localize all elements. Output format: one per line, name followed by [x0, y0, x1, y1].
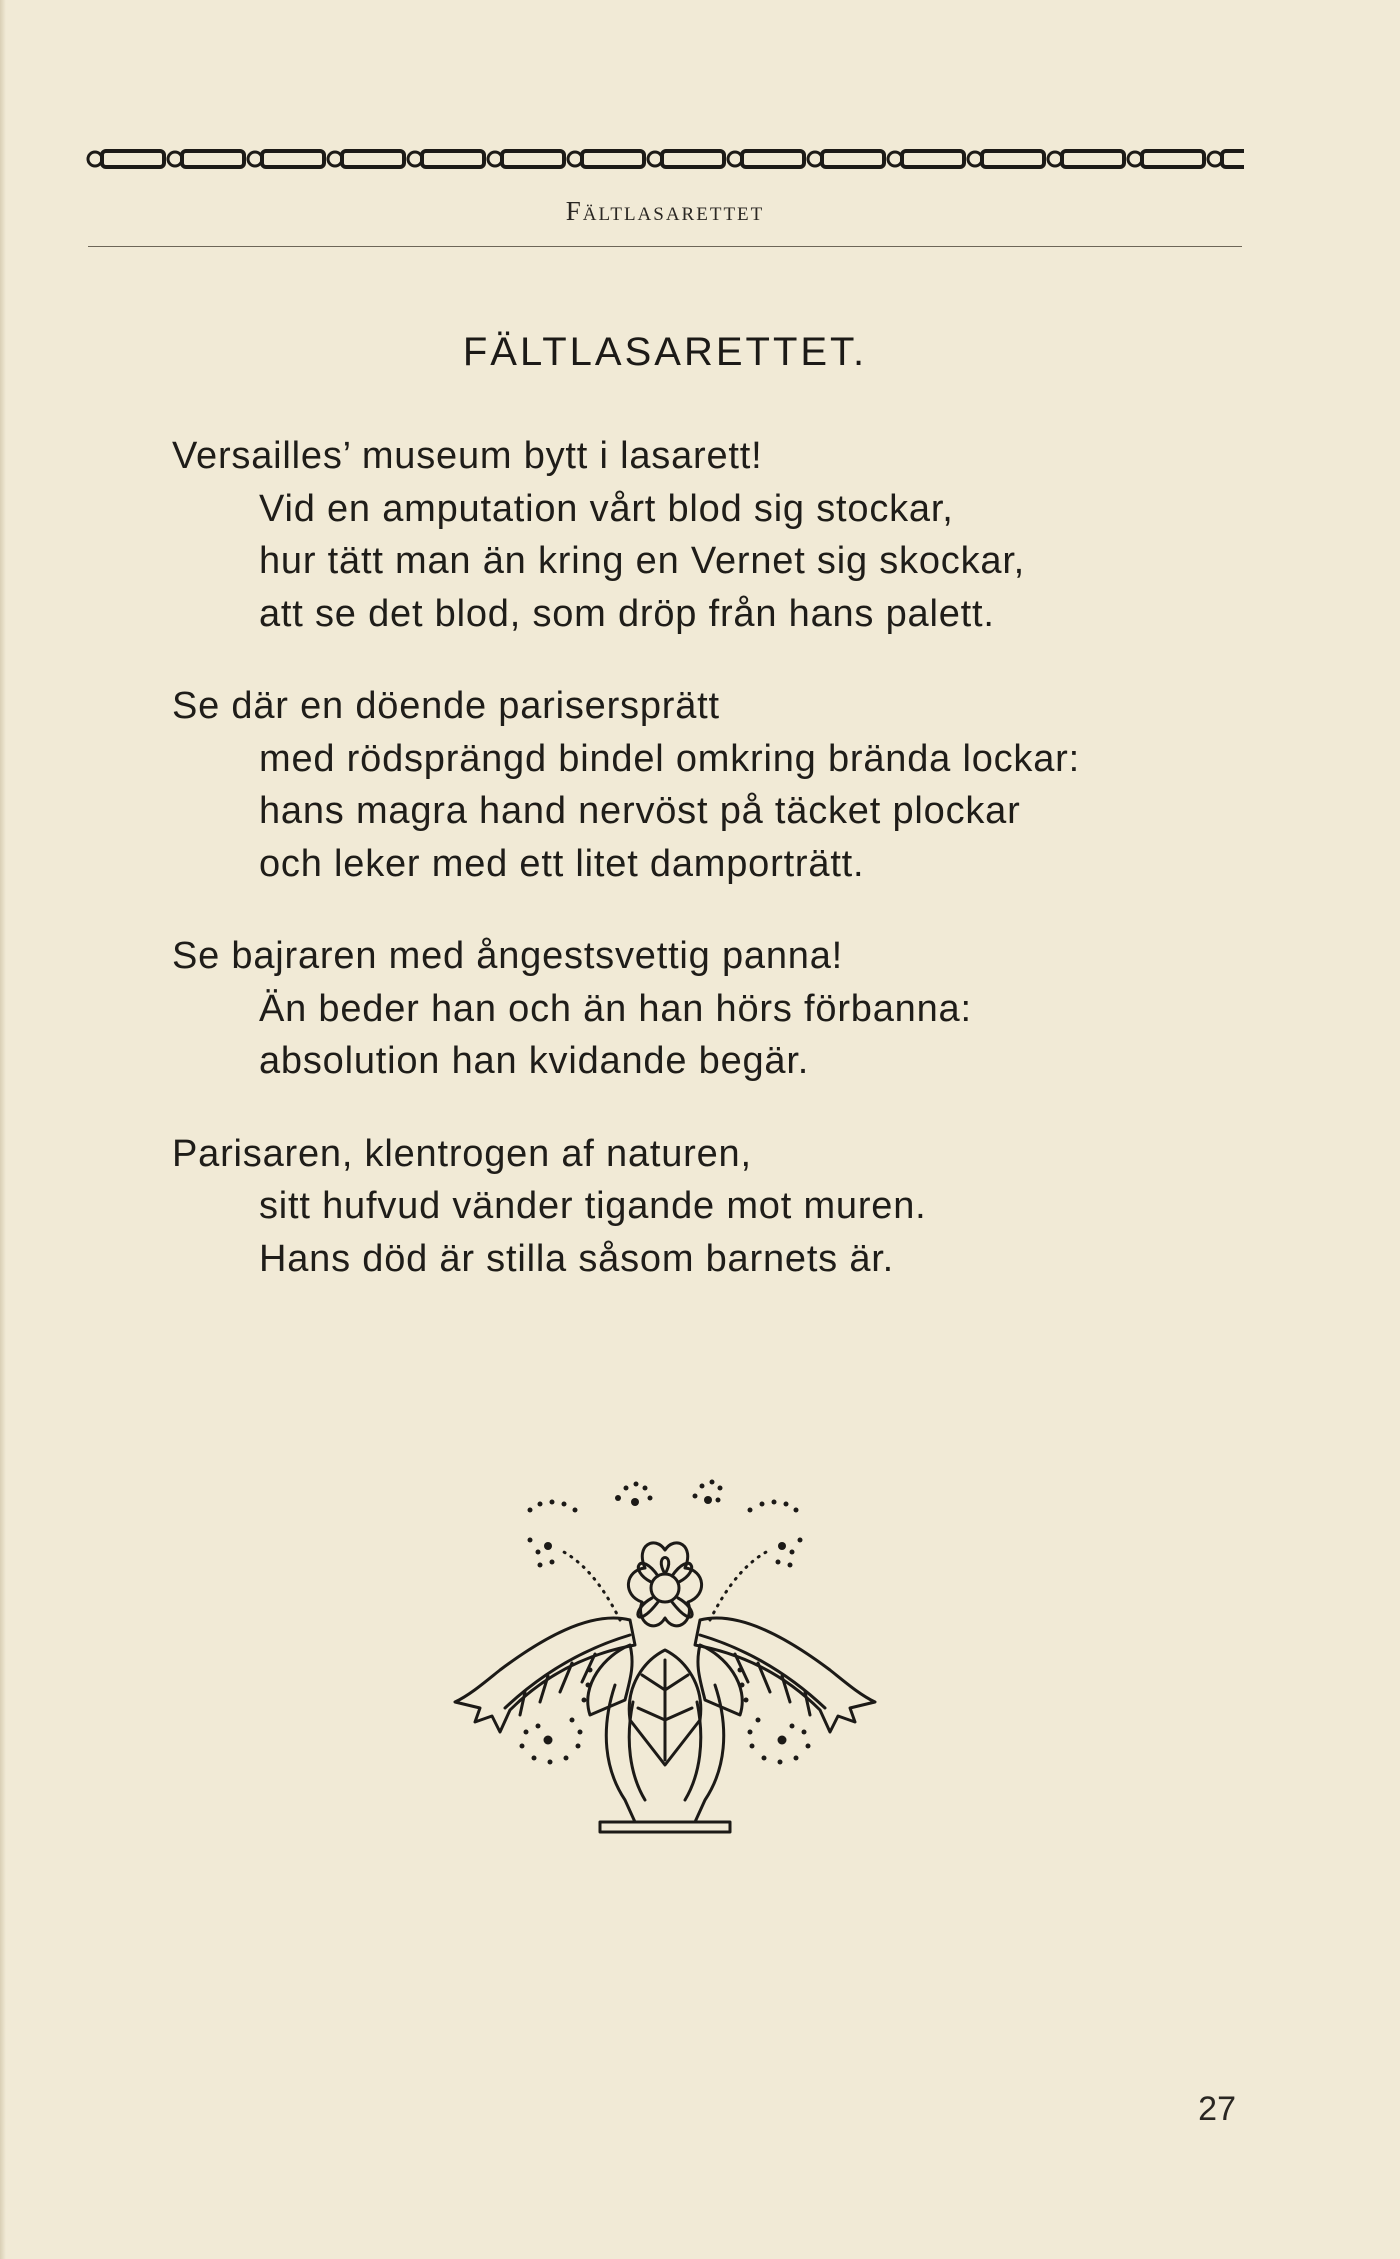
poem-line: sitt hufvud vänder tigande mot muren.: [259, 1185, 927, 1227]
poem-line: Se bajraren med ångestsvettig panna!: [172, 935, 843, 977]
poem-line: Än beder han och än han hörs förbanna:: [259, 987, 972, 1030]
poem-line: hur tätt man än kring en Vernet sig skockar,: [259, 540, 1026, 582]
poem-line: Versailles’ museum bytt i lasarett!: [172, 435, 763, 477]
running-header: Fältlasarettet: [565, 196, 765, 226]
chain-ring: [888, 152, 902, 166]
header-rule: [88, 246, 1242, 247]
chain-border-ornament: [86, 146, 1244, 172]
poem-title: FÄLTLASARETTET.: [462, 330, 868, 374]
vase-base: [600, 1822, 730, 1832]
poem-line: med rödsprängd bindel omkring brända lockar:: [259, 737, 1080, 780]
chain-link: [1142, 151, 1204, 167]
poem-line: hans magra hand nervöst på täcket plockar: [259, 790, 1021, 832]
chain-ring: [1048, 152, 1062, 166]
chain-link: [102, 151, 164, 167]
poem-line: och leker med ett litet damporträtt.: [259, 842, 865, 885]
page-number: 27: [1198, 2090, 1236, 2128]
chain-link: [742, 151, 804, 167]
poem-line: absolution han kvidande begär.: [259, 1040, 810, 1082]
poem-line: Se där en döende parisersprätt: [172, 685, 720, 727]
chain-ring: [1128, 152, 1142, 166]
chain-link: [342, 151, 404, 167]
stanza: [172, 930, 1272, 1088]
chain-ring: [168, 152, 182, 166]
stanza: [172, 430, 1272, 640]
chain-link: [662, 151, 724, 167]
chain-ring: [248, 152, 262, 166]
chain-link: [822, 151, 884, 167]
stanza: [172, 680, 1272, 890]
flower-vase-vignette: [430, 1470, 900, 1840]
chain-ring: [1208, 152, 1222, 166]
poem-body: [172, 430, 1272, 1325]
poem-line: Parisaren, klentrogen af naturen,: [172, 1132, 752, 1175]
chain-link: [1222, 151, 1244, 167]
chain-link: [582, 151, 644, 167]
poem-line: Vid en amputation vårt blod sig stockar,: [259, 487, 954, 530]
poem-line: Hans död är stilla såsom barnets är.: [259, 1237, 894, 1280]
chain-link: [982, 151, 1044, 167]
flower-center: [651, 1574, 679, 1602]
chain-link: [182, 151, 244, 167]
chain-ring: [568, 152, 582, 166]
chain-link: [902, 151, 964, 167]
flower-petals: [628, 1543, 701, 1626]
stanza: [172, 1128, 1272, 1286]
chain-ring: [408, 152, 422, 166]
chain-link: [422, 151, 484, 167]
chain-ring: [968, 152, 982, 166]
chain-link: [502, 151, 564, 167]
chain-ring: [648, 152, 662, 166]
chain-ring: [808, 152, 822, 166]
chain-ring: [488, 152, 502, 166]
chain-ring: [728, 152, 742, 166]
chain-link: [1062, 151, 1124, 167]
chain-ring: [88, 152, 102, 166]
poem-line: att se det blod, som dröp från hans palett.: [259, 592, 995, 635]
chain-link: [262, 151, 324, 167]
chain-ring: [328, 152, 342, 166]
